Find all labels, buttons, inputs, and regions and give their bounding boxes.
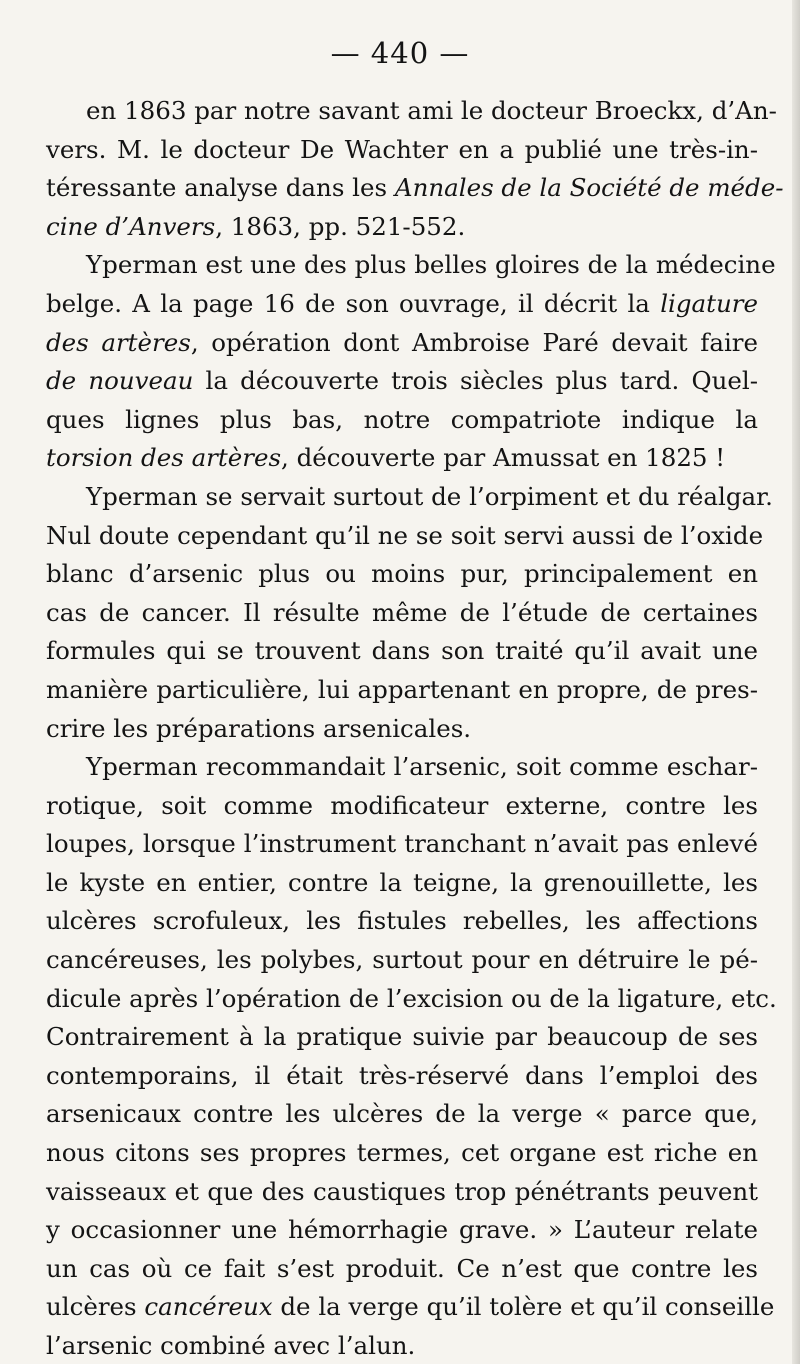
text-line xyxy=(46,362,758,401)
text-line xyxy=(46,324,758,363)
text-run: arsenicaux contre les ulcères de la verge « parce que, xyxy=(46,1099,758,1129)
text-line xyxy=(46,825,758,864)
text-line xyxy=(46,787,758,826)
text-line xyxy=(46,1134,758,1173)
text-line xyxy=(46,555,758,594)
text-line xyxy=(46,439,758,478)
page-number: — 440 — xyxy=(330,36,470,70)
text-line xyxy=(46,1095,758,1134)
page-edge xyxy=(792,0,800,1364)
text-run: Yperman recommandait l’arsenic, soit comme eschar- xyxy=(86,752,758,782)
text-run: formules qui se trouvent dans son traité qu’il avait une xyxy=(46,636,758,666)
text-run: Contrairement à la pratique suivie par beaucoup de ses xyxy=(46,1022,758,1052)
text-run: ques lignes plus bas, notre compatriote indique la xyxy=(46,404,758,434)
text-run: Yperman se servait surtout de l’orpiment et du réalgar. xyxy=(86,481,773,511)
italic-text: cine d’Anvers xyxy=(46,211,216,241)
text-line xyxy=(46,1173,758,1212)
text-run: belge. A la page 16 de son ouvrage, il décrit la xyxy=(46,288,661,318)
text-line xyxy=(46,1018,758,1057)
text-line xyxy=(46,401,758,440)
text-run: , découverte par Amussat en 1825 ! xyxy=(281,443,726,473)
text-run: le kyste en entier, contre la teigne, la grenouillette, les xyxy=(46,867,758,897)
text-run: en 1863 par notre savant ami le docteur Broeckx, d’An- xyxy=(86,96,777,125)
text-run: loupes, lorsque l’instrument tranchant n’avait pas enlevé xyxy=(46,829,758,859)
body-text xyxy=(46,92,784,1364)
text-line xyxy=(46,208,758,247)
text-line xyxy=(46,1211,758,1250)
text-line xyxy=(46,517,764,556)
text-run: manière particulière, lui appartenant en propre, de pres- xyxy=(46,674,758,704)
text-run: la découverte trois siècles plus tard. Quel- xyxy=(193,366,758,396)
italic-text: cancéreux xyxy=(144,1292,273,1322)
text-line xyxy=(46,285,758,324)
text-run: , 1863, pp. 521-552. xyxy=(215,211,466,241)
text-line xyxy=(46,1057,758,1096)
text-line xyxy=(46,594,758,633)
text-run: cas de cancer. Il résulte même de l’étude de certaines xyxy=(46,597,758,627)
text-line xyxy=(46,478,773,517)
italic-text: des artères xyxy=(46,327,191,357)
text-line xyxy=(46,980,777,1019)
text-run: cancéreuses, les polybes, surtout pour en détruire le pé- xyxy=(46,945,758,975)
text-run: rotique, soit comme modificateur externe, contre les xyxy=(46,790,758,820)
text-run: vers. M. le docteur De Wachter en a publié une très-in- xyxy=(46,134,758,164)
text-run: de la verge qu’il tolère et qu’il conseille xyxy=(272,1292,775,1322)
text-line xyxy=(46,246,776,285)
italic-text: de nouveau xyxy=(46,366,194,396)
text-run: nous citons ses propres termes, cet organe est riche en xyxy=(46,1138,758,1168)
text-line xyxy=(46,864,758,903)
text-line xyxy=(46,902,758,941)
text-run: un cas où ce fait s’est produit. Ce n’est que contre les xyxy=(46,1253,758,1283)
text-run: contemporains, il était très-réservé dans l’emploi des xyxy=(46,1060,758,1090)
text-line xyxy=(46,671,758,710)
text-run: crire les préparations arsenicales. xyxy=(46,713,472,743)
text-line xyxy=(46,131,758,170)
text-run: vaisseaux et que des caustiques trop pénétrants peuvent xyxy=(46,1176,758,1206)
italic-text: Annales de la Société de méde- xyxy=(394,173,784,203)
text-line xyxy=(46,1327,758,1364)
text-run: blanc d’arsenic plus ou moins pur, principalement en xyxy=(46,559,758,589)
text-line xyxy=(46,748,758,787)
text-run: dicule après l’opération de l’excision ou de la ligature, etc. xyxy=(46,983,777,1013)
text-line xyxy=(46,1250,758,1289)
text-run: ulcères xyxy=(46,1292,145,1322)
text-run: téressante analyse dans les xyxy=(46,173,395,203)
text-line xyxy=(46,632,758,671)
text-run: Yperman est une des plus belles gloires de la médecine xyxy=(86,250,776,280)
text-line xyxy=(46,710,758,749)
text-line xyxy=(46,1288,775,1327)
text-run: l’arsenic combiné avec l’alun. xyxy=(46,1331,416,1360)
text-run: y occasionner une hémorrhagie grave. » L’auteur relate xyxy=(46,1215,758,1245)
text-run: , opération dont Ambroise Paré devait faire xyxy=(190,327,758,357)
text-line xyxy=(46,941,758,980)
italic-text: ligature xyxy=(660,288,758,318)
text-run: ulcères scrofuleux, les fistules rebelles, les affections xyxy=(46,906,758,936)
text-line xyxy=(46,92,777,131)
text-run: Nul doute cependant qu’il ne se soit servi aussi de l’oxide xyxy=(46,520,764,550)
italic-text: torsion des artères xyxy=(46,443,282,473)
text-line xyxy=(46,169,784,208)
